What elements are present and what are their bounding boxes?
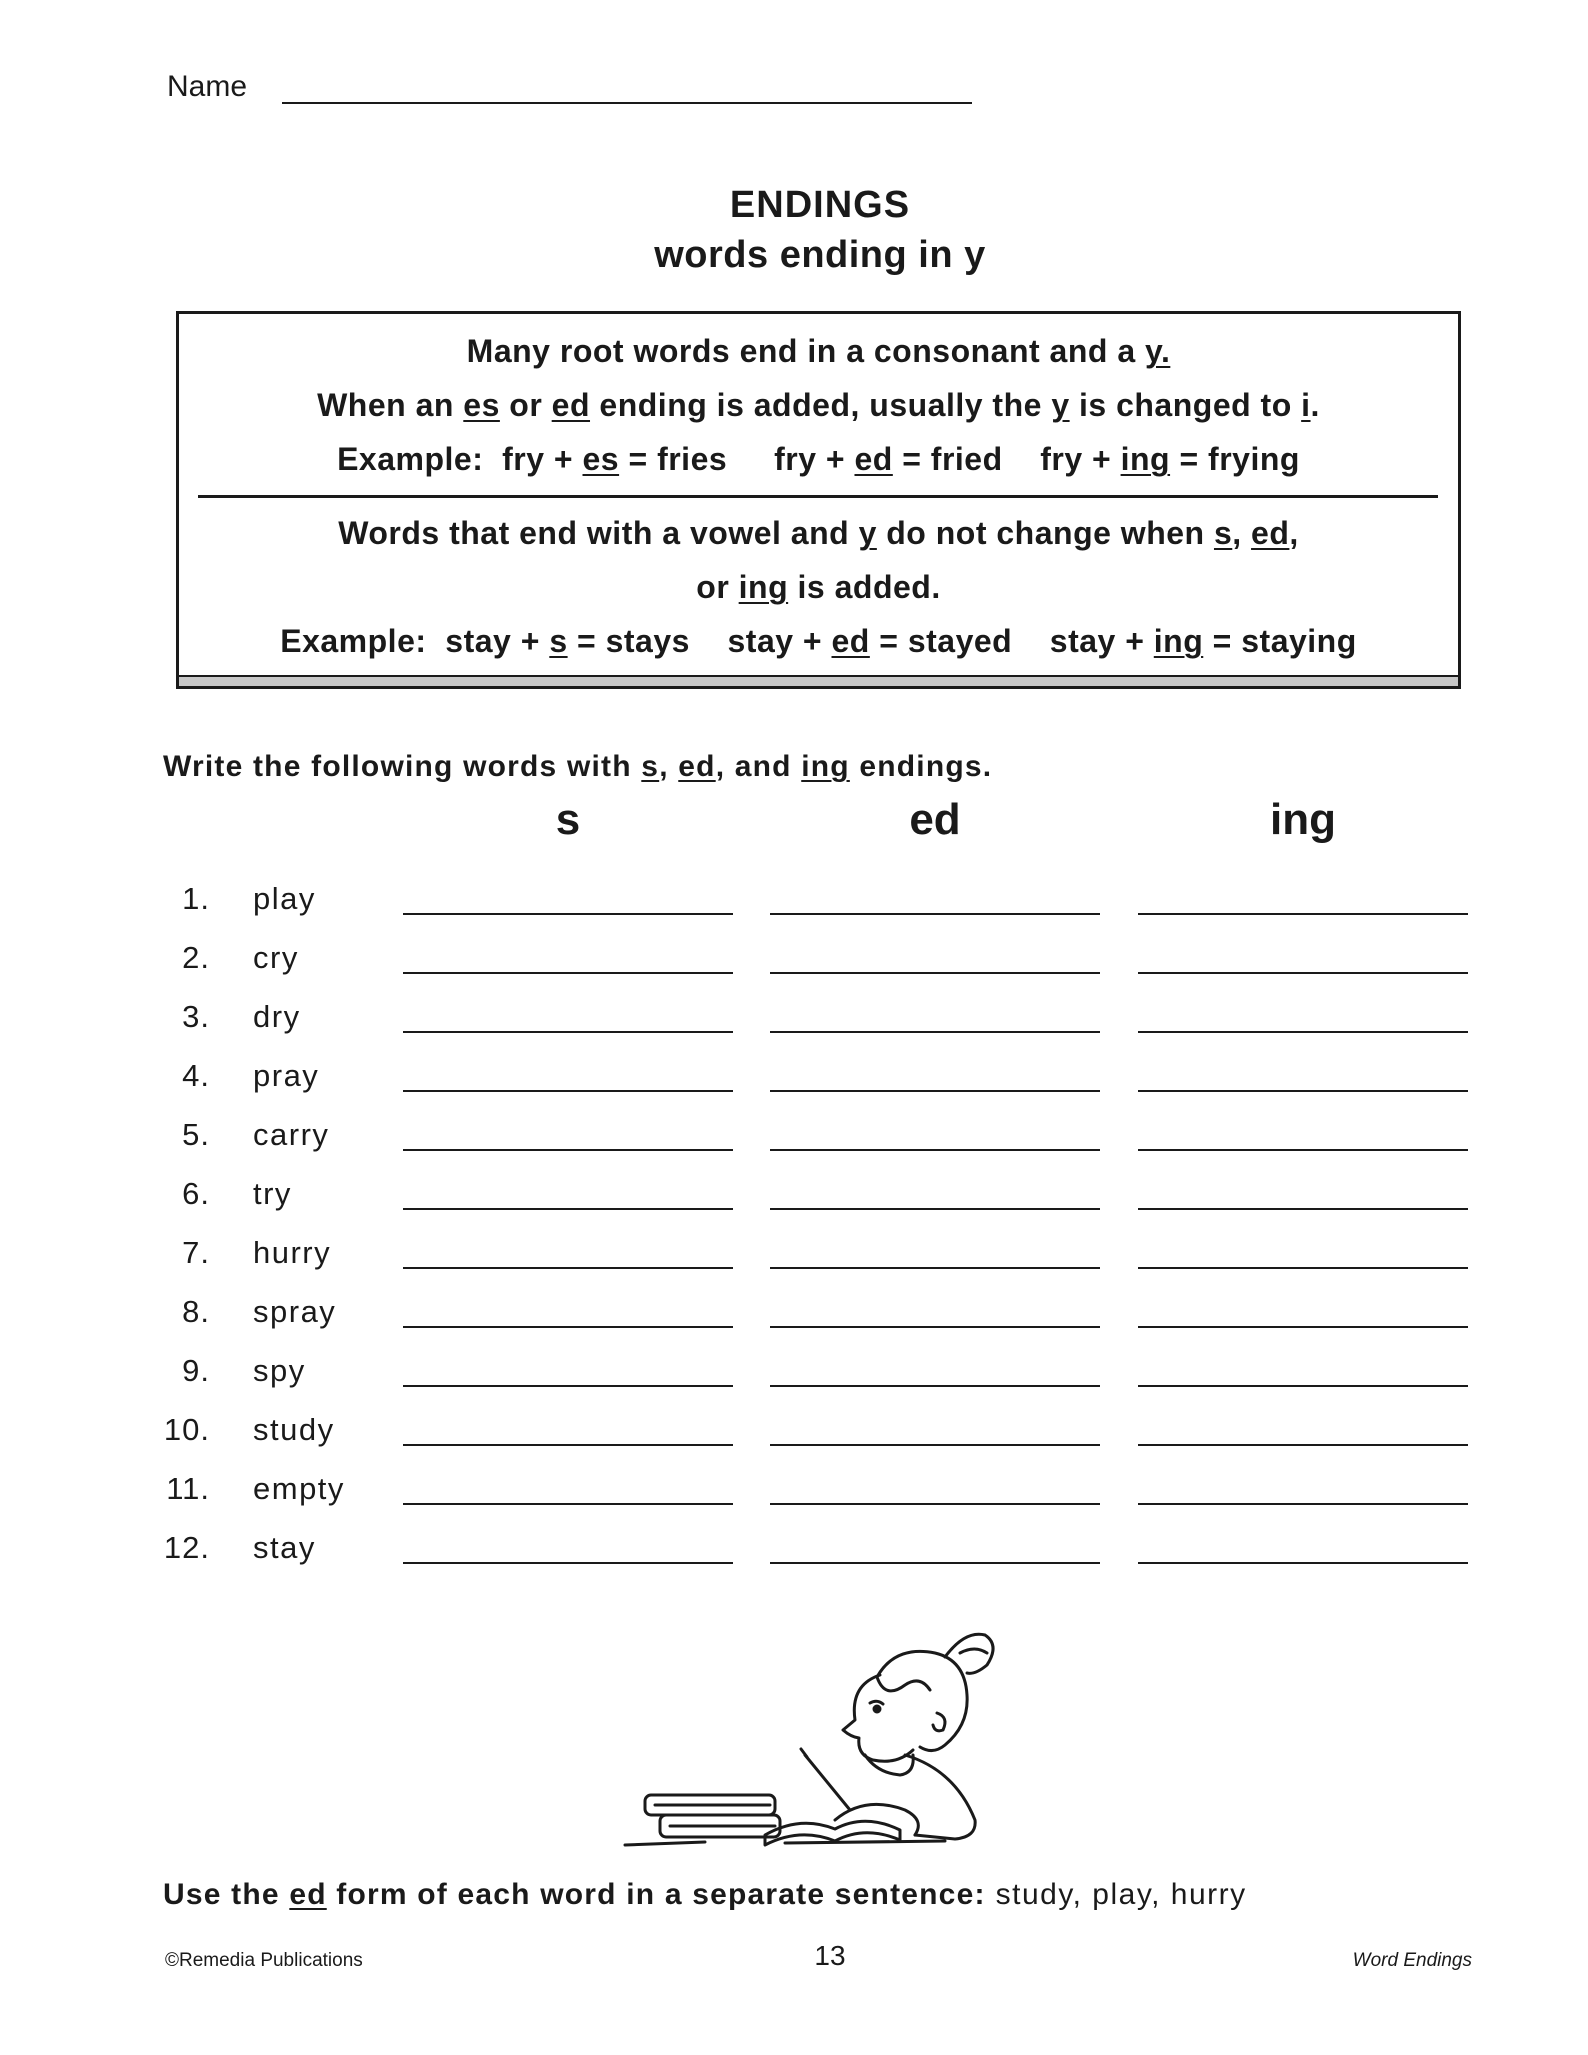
answer-line-ing[interactable] — [1138, 913, 1468, 915]
answer-line-ing[interactable] — [1138, 972, 1468, 974]
answer-line-ing[interactable] — [1138, 1031, 1468, 1033]
answer-line-ing[interactable] — [1138, 1385, 1468, 1387]
answer-line-s[interactable] — [403, 1326, 733, 1328]
item-root-word: study — [253, 1412, 335, 1447]
item-number: 10. — [163, 1412, 210, 1447]
rule1-line2: When an es or ed ending is added, usually the y is changed to i. — [317, 387, 1320, 423]
item-number: 6. — [182, 1176, 210, 1211]
answer-line-ed[interactable] — [770, 1149, 1100, 1151]
rule1-line1: Many root words end in a consonant and a y. — [466, 333, 1171, 369]
rule1-example: Example: fry + es = fries fry + ed = fried fry + ing = frying — [337, 441, 1300, 477]
rule2-line2: or ing is added. — [696, 569, 941, 605]
answer-line-ed[interactable] — [770, 1031, 1100, 1033]
column-header-ing: ing — [1270, 795, 1336, 844]
answer-line-s[interactable] — [403, 1562, 733, 1564]
item-root-word: play — [253, 881, 316, 916]
sentence-prompt: Use the ed form of each word in a separate sentence: study, play, hurry — [163, 1878, 1247, 1911]
rule-divider — [198, 495, 1438, 498]
page-number: 13 — [814, 1940, 846, 1971]
footer-book-title: Word Endings — [1352, 1950, 1472, 1971]
answer-line-ing[interactable] — [1138, 1267, 1468, 1269]
rule2-line1: Words that end with a vowel and y do not change when s, ed, — [338, 515, 1299, 551]
rule2-example: Example: stay + s = stays stay + ed = stayed stay + ing = staying — [280, 623, 1357, 659]
item-number: 2. — [182, 940, 210, 975]
answer-line-ed[interactable] — [770, 972, 1100, 974]
item-number: 8. — [182, 1294, 210, 1329]
item-root-word: stay — [253, 1530, 316, 1565]
item-root-word: spy — [253, 1353, 306, 1388]
item-root-word: spray — [253, 1294, 337, 1329]
item-number: 1. — [182, 881, 210, 916]
answer-line-s[interactable] — [403, 1090, 733, 1092]
item-number: 7. — [182, 1235, 210, 1270]
column-header-ed: ed — [909, 795, 961, 844]
answer-line-ed[interactable] — [770, 1267, 1100, 1269]
answer-line-ed[interactable] — [770, 1562, 1100, 1564]
item-number: 5. — [182, 1117, 210, 1152]
answer-line-ing[interactable] — [1138, 1444, 1468, 1446]
answer-line-ing[interactable] — [1138, 1562, 1468, 1564]
answer-line-ing[interactable] — [1138, 1149, 1468, 1151]
answer-line-ing[interactable] — [1138, 1503, 1468, 1505]
girl-studying-illustration — [615, 1605, 1015, 1865]
answer-line-s[interactable] — [403, 1031, 733, 1033]
answer-line-s[interactable] — [403, 1503, 733, 1505]
answer-line-s[interactable] — [403, 913, 733, 915]
item-root-word: dry — [253, 999, 301, 1034]
answer-line-ed[interactable] — [770, 1326, 1100, 1328]
answer-line-ed[interactable] — [770, 1444, 1100, 1446]
answer-line-ed[interactable] — [770, 1503, 1100, 1505]
item-root-word: empty — [253, 1471, 345, 1506]
answer-line-s[interactable] — [403, 1444, 733, 1446]
answer-line-s[interactable] — [403, 1149, 733, 1151]
answer-line-s[interactable] — [403, 1385, 733, 1387]
item-root-word: pray — [253, 1058, 320, 1093]
item-number: 12. — [163, 1530, 210, 1565]
answer-line-ed[interactable] — [770, 1385, 1100, 1387]
name-line[interactable] — [282, 102, 972, 104]
name-label: Name — [167, 70, 248, 103]
item-root-word: hurry — [253, 1235, 332, 1270]
answer-line-ing[interactable] — [1138, 1208, 1468, 1210]
answer-line-ing[interactable] — [1138, 1326, 1468, 1328]
answer-line-ed[interactable] — [770, 1208, 1100, 1210]
item-number: 9. — [182, 1353, 210, 1388]
item-root-word: try — [253, 1176, 292, 1211]
answer-line-s[interactable] — [403, 1208, 733, 1210]
item-number: 3. — [182, 999, 210, 1034]
answer-line-s[interactable] — [403, 1267, 733, 1269]
page-subtitle: words ending in y — [654, 234, 986, 276]
answer-line-s[interactable] — [403, 972, 733, 974]
footer-publisher: ©Remedia Publications — [165, 1950, 363, 1971]
exercise-instructions: Write the following words with s, ed, and ing endings. — [163, 750, 993, 783]
item-root-word: carry — [253, 1117, 330, 1152]
answer-line-ed[interactable] — [770, 913, 1100, 915]
item-root-word: cry — [253, 940, 299, 975]
item-number: 11. — [166, 1471, 210, 1506]
rule-box-shadow — [176, 675, 1461, 689]
page-title: ENDINGS — [729, 184, 911, 226]
answer-line-ing[interactable] — [1138, 1090, 1468, 1092]
answer-line-ed[interactable] — [770, 1090, 1100, 1092]
column-header-s: s — [555, 795, 581, 844]
item-number: 4. — [182, 1058, 210, 1093]
